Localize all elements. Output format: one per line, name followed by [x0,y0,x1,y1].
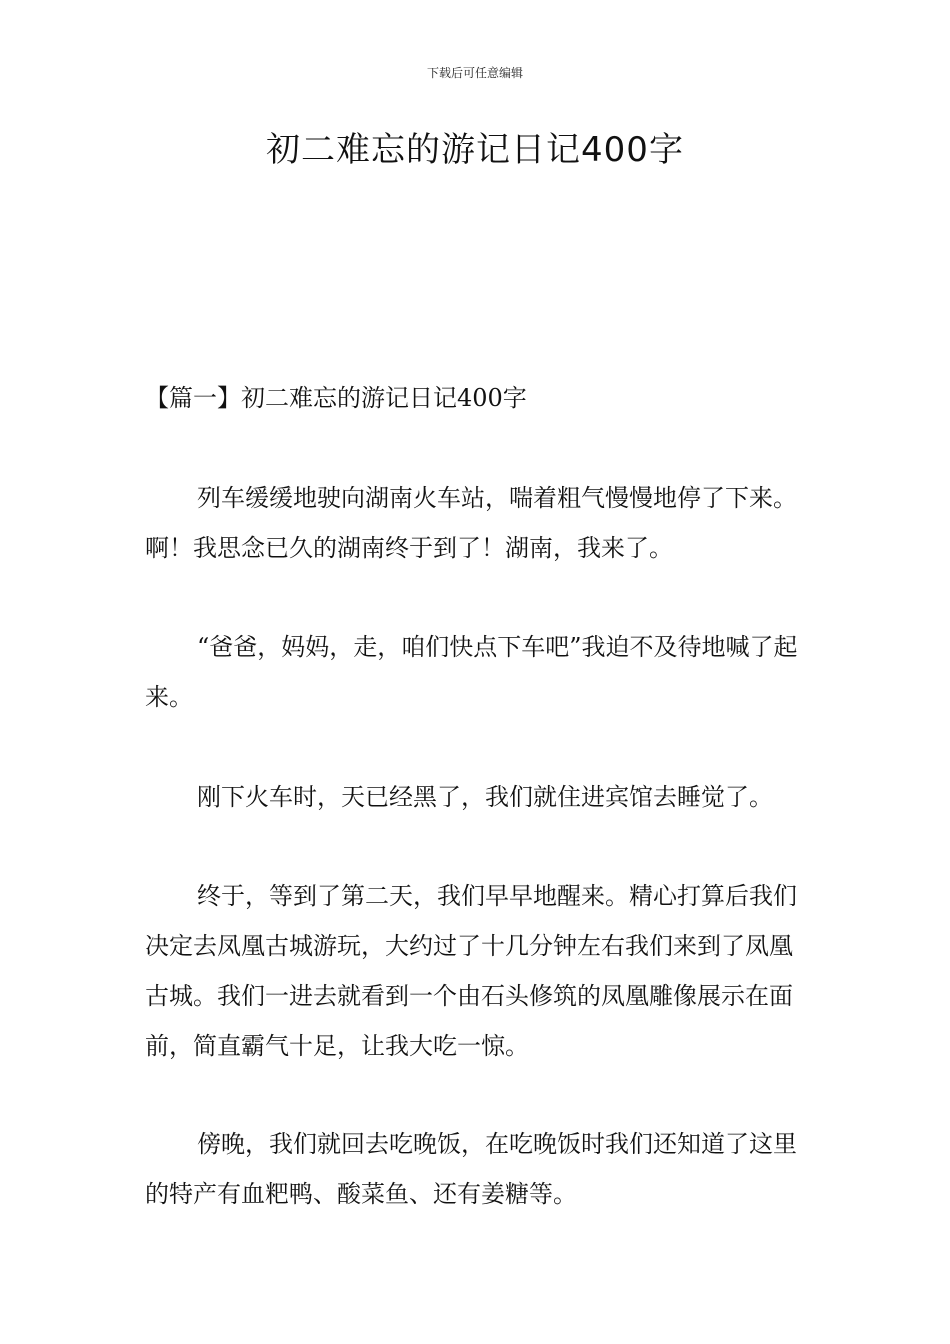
section-heading: 【篇一】初二难忘的游记日记400字 [145,384,527,412]
header-note: 下载后可任意编辑 [426,66,523,80]
paragraph-2: “爸爸，妈妈，走，咱们快点下车吧”我迫不及待地喊了起来。 [145,633,798,711]
document-title: 初二难忘的游记日记400字 [266,130,684,170]
paragraph-3: 刚下火车时，天已经黑了，我们就住进宾馆去睡觉了。 [197,783,773,811]
paragraph-1: 列车缓缓地驶向湖南火车站，喘着粗气慢慢地停了下来。啊！我思念已久的湖南终于到了！湖南，我来了。 [145,484,797,562]
paragraph-4: 终于，等到了第二天，我们早早地醒来。精心打算后我们决定去凤凰古城游玩，大约过了十几分钟左右我们来到了凤凰古城。我们一进去就看到一个由石头修筑的凤凰雕像展示在面前，简直霸气十足，让我大吃一惊。 [145,882,797,1060]
paragraph-5: 傍晚，我们就回去吃晚饭，在吃晚饭时我们还知道了这里的特产有血粑鸭、酸菜鱼、还有姜糖等。 [145,1130,797,1208]
